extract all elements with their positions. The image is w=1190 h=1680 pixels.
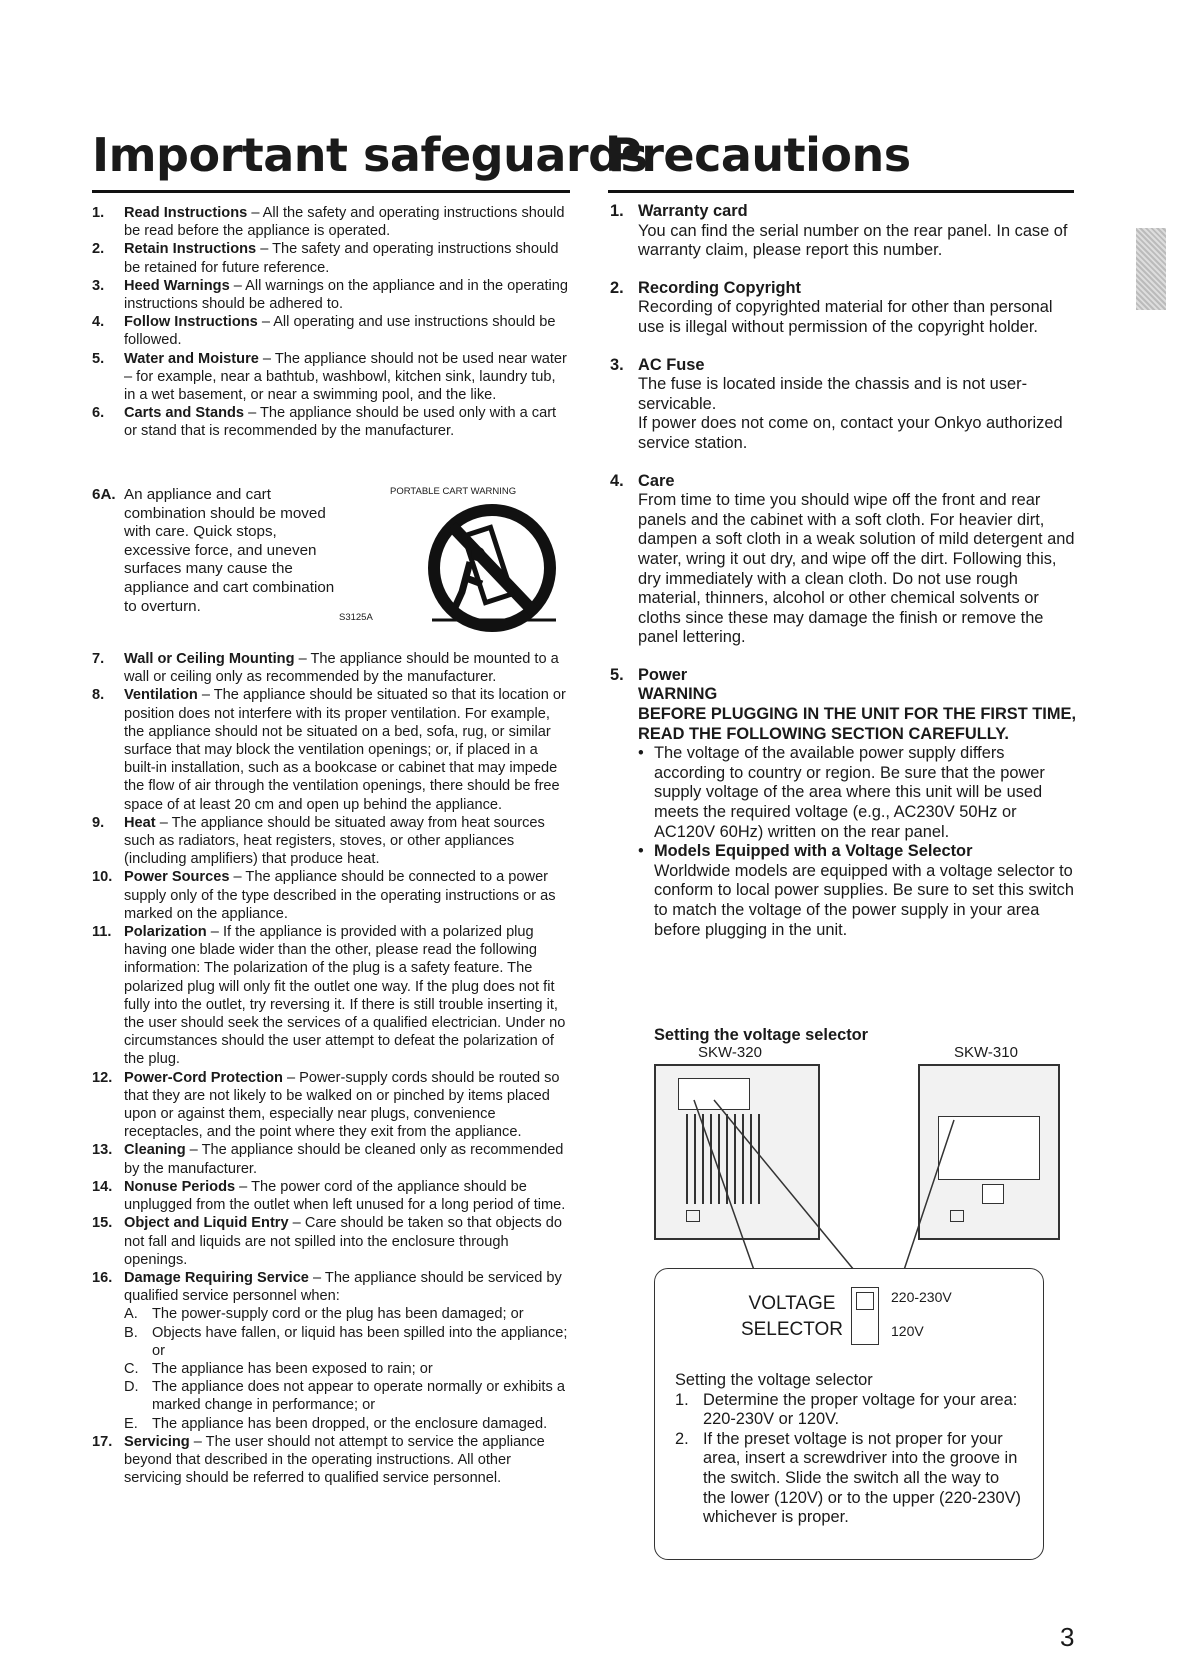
item-number: 3. [92,277,105,294]
item-heading: Water and Moisture [124,350,259,367]
bullet-text: The voltage of the available power supply differs according to country or region. Be sure that the power supply voltage of the area where this unit will be used meets the required voltage (e.g., AC230V 50Hz or AC120V 60Hz) written on the rear panel. [654,744,1045,841]
list-item [92,1069,570,1142]
item-number: 17. [92,1433,113,1450]
sub-text: The appliance has been dropped, or the enclosure damaged. [152,1415,548,1432]
item-text: – The appliance should be used only with a cart or stand that is recommended by the manufacturer. [124,405,557,440]
voltage-high: 220-230V [891,1289,952,1305]
sub-text: The appliance has been exposed to rain; or [152,1360,433,1377]
item-heading: Damage Requiring Service [124,1269,309,1286]
list-item-6a [92,486,344,616]
bullet-item [638,842,1076,940]
item-text: From time to time you should wipe off the front and rear panels and the cabinet with a soft cloth. For heavier dirt, dampen a soft cloth in a weak solution of mild detergent and water, wring it out dry, and wipe off the dirt. Following this, dry immediately with a clean cloth. Do not use rough material, thinners, alcohol or other chemical solvents or cloths since these may damage the finish or remove the panel lettering. [638,491,1075,647]
list-item [610,279,1076,338]
list-item [92,240,570,276]
item-text: – The power cord of the appliance should be unplugged from the outlet when left unused for a long period of time. [124,1178,566,1214]
item-number: 15. [92,1215,113,1232]
sub-letter: E. [124,1415,138,1432]
step-item [675,1391,1025,1430]
selector-label: SELECTOR [740,1319,844,1340]
item-text: – If the appliance is provided with a polarized plug having one blade wider than the other, please read the following information: The polarization of the plug is a safety feature. The polarized plug will only fit the outlet one way. If the plug does not fit fully into the outlet, try reversing it. If there is still trouble inserting it, the user should seek the services of a qualified electrician. Under no circumstances should the user attempt to defeat the polarization of the plug. [124,924,566,1068]
item-number: 6. [92,405,105,422]
item-text: An appliance and cart combination should be moved with care. Quick stops, excessive force, and uneven surfaces many cause the appliance and cart combination to overturn. [124,486,335,615]
item-heading: Warranty card [638,202,748,220]
item-number: 10. [92,869,113,886]
sub-letter: A. [124,1306,138,1323]
item-text: – The appliance should be serviced by qualified service personnel when: [124,1269,562,1305]
list-item [92,313,570,349]
sub-letter: C. [124,1360,139,1377]
item-text: – The appliance should be situated away from heat sources such as radiators, heat registers, stoves, or other appliances (including amplifiers) that produce heat. [124,814,545,868]
list-item [92,1433,570,1488]
item-text: – The user should not attempt to service the appliance beyond that described in the operating instructions. All other servicing should be referred to qualified service personnel. [124,1433,545,1487]
sub-item [124,1415,570,1433]
voltage-selector-callout [654,1268,1044,1560]
item-number: 1. [92,205,105,221]
right-title-rule [608,190,1074,193]
sub-item [124,1360,570,1378]
model-b-label: SKW-310 [954,1044,1018,1061]
sub-letter: B. [124,1324,138,1341]
item-heading: Servicing [124,1433,190,1450]
step-text: Determine the proper voltage for your area: 220-230V or 120V. [703,1390,1018,1429]
list-item [92,868,570,923]
list-item [92,650,570,686]
voltage-low: 120V [891,1323,924,1339]
item-number: 9. [92,814,105,831]
tipping-cart-icon [392,502,562,634]
sub-item [124,1324,570,1360]
item-text: – The appliance should be situated so that its location or position does not interfere with its proper ventilation. For example, the appliance should not be situated on a bed, sofa, rug, or similar surface that may block the ventilation openings; or, if placed in a built-in installation, such as a bookcase or cabinet that may impede the flow of air through the ventilation openings, there should be free space of at least 20 cm and open up behind the appliance. [124,687,566,813]
bullet-text: Worldwide models are equipped with a voltage selector to conform to local power supplies. Be sure to set this switch to match the voltage of the power supply in your area before plugging in the unit. [654,861,1074,939]
item-heading: Power Sources [124,869,230,886]
selector-steps [675,1371,1025,1528]
item-heading: Wall or Ceiling Mounting [124,651,295,667]
voltage-switch [851,1287,879,1345]
cart-caption: PORTABLE CART WARNING [390,486,517,497]
item-heading: Heat [124,814,156,831]
item-heading: Carts and Stands [124,405,245,422]
safeguards-list-bottom [92,650,570,1487]
sub-item [124,1378,570,1414]
item-number: 14. [92,1178,113,1195]
item-text: – The appliance should be cleaned only as recommended by the manufacturer. [124,1142,564,1177]
item-text: – The appliance should not be used near water – for example, near a bathtub, washbowl, kitchen sink, laundry tub, in a wet basement, or near a swimming pool, and the like. [124,350,567,404]
item-heading: Nonuse Periods [124,1178,236,1195]
item-number: 5. [610,665,624,684]
item-number: 16. [92,1269,113,1286]
item-heading: Power-Cord Protection [124,1069,283,1086]
list-item [92,814,570,869]
list-item [92,1269,570,1433]
list-item [610,472,1076,648]
list-item [92,350,570,405]
list-item [92,923,570,1069]
item-heading: Read Instructions [124,205,248,221]
item-number: 7. [92,651,105,667]
callout-lines [654,1060,1054,1280]
item-number: 6A. [92,486,116,503]
item-number: 3. [610,355,624,374]
step-number: 2. [675,1429,689,1448]
left-title-rule [92,190,570,193]
switch-slider [856,1292,874,1310]
sub-item [124,1305,570,1323]
warning-label: WARNING [638,685,718,704]
list-item [610,356,1076,454]
right-title: Precautions [608,128,911,182]
item-heading: Recording Copyright [638,278,801,297]
model-a-label: SKW-320 [698,1044,762,1061]
sub-letter: D. [124,1379,139,1396]
page-number: 3 [1060,1622,1075,1652]
left-title: Important safeguards [92,128,648,182]
warning-text: BEFORE PLUGGING IN THE UNIT FOR THE FIRST TIME, READ THE FOLLOWING SECTION CAREFULLY. [638,705,1076,743]
item-heading: Heed Warnings [124,277,230,294]
item-number: 5. [92,350,105,367]
item-text: – The appliance should be connected to a power supply only of the type described in the operating instructions or as marked on the appliance. [124,869,556,922]
item-heading: AC Fuse [638,355,705,374]
item-text: If power does not come on, contact your Onkyo authorized service station. [638,414,1063,452]
cart-code: S3125A [339,612,373,623]
voltage-label: VOLTAGE [748,1293,836,1314]
sub-text: Objects have fallen, or liquid has been spilled into the appliance; or [152,1324,568,1359]
item-number: 8. [92,687,105,704]
item-text: The fuse is located inside the chassis and is not user-servicable. [638,375,1028,413]
item-heading: Care [638,471,675,490]
item-text: – All the safety and operating instructions should be read before the appliance is operated. [124,205,565,240]
bullet-heading: • Models Equipped with a Voltage Selector [654,842,973,861]
list-item [92,404,570,440]
list-item [92,1141,570,1177]
side-tab-marker [1136,228,1166,310]
step-number: 1. [675,1390,689,1409]
bullet-item [638,744,1076,842]
cart-warning-block [92,486,562,636]
sub-text: The appliance does not appear to operate normally or exhibits a marked change in performance; or [152,1379,565,1414]
item-number: 4. [92,314,105,331]
list-item [92,204,570,240]
item-number: 1. [610,202,624,220]
item-number: 13. [92,1142,113,1159]
item-number: 12. [92,1069,113,1086]
item-text: You can find the serial number on the rear panel. In case of warranty claim, please report this number. [638,221,1068,260]
item-text: Recording of copyrighted material for other than personal use is illegal without permission of the copyright holder. [638,298,1053,336]
item-text: – The appliance should be mounted to a wall or ceiling only as recommended by the manufacturer. [124,651,559,686]
list-item-power [610,666,1076,940]
item-number: 11. [92,924,112,941]
item-heading: Object and Liquid Entry [124,1215,289,1232]
item-heading: Cleaning [124,1142,186,1159]
sub-text: The power-supply cord or the plug has been damaged; or [152,1306,524,1323]
item-heading: Retain Instructions [124,241,257,258]
list-item [92,686,570,813]
item-text: – All warnings on the appliance and in the operating instructions should be adhered to. [124,277,569,313]
step-item [675,1430,1025,1528]
item-heading: Ventilation [124,687,198,704]
item-heading: Power [638,665,688,684]
safeguards-list-top [92,204,570,441]
item-text: – The safety and operating instructions should be retained for future reference. [124,241,559,276]
item-number: 4. [610,471,624,490]
list-item [610,202,1076,261]
precautions-list [610,202,1076,958]
steps-title: Setting the voltage selector [675,1371,873,1389]
list-item [92,1178,570,1214]
item-text: – All operating and use instructions should be followed. [124,314,556,349]
list-item [92,1214,570,1269]
item-text: – Power-supply cords should be routed so that they are not likely to be walked on or pinched by items placed upon or against them, especially near plugs, convenience receptacles, and the point where they exit from the appliance. [124,1069,560,1141]
list-item [92,277,570,313]
selector-heading: Setting the voltage selector [654,1026,869,1044]
item-heading: Polarization [124,924,207,941]
item-heading: Follow Instructions [124,314,258,331]
item-text: – Care should be taken so that objects do not fall and liquids are not spilled into the enclosure through openings. [124,1215,562,1268]
item-number: 2. [92,241,105,258]
item-number: 2. [610,278,624,297]
step-text: If the preset voltage is not proper for your area, insert a screwdriver into the groove in the switch. Slide the switch all the way to the lower (120V) or to the upper (220-230V) whichever is proper. [703,1429,1021,1527]
